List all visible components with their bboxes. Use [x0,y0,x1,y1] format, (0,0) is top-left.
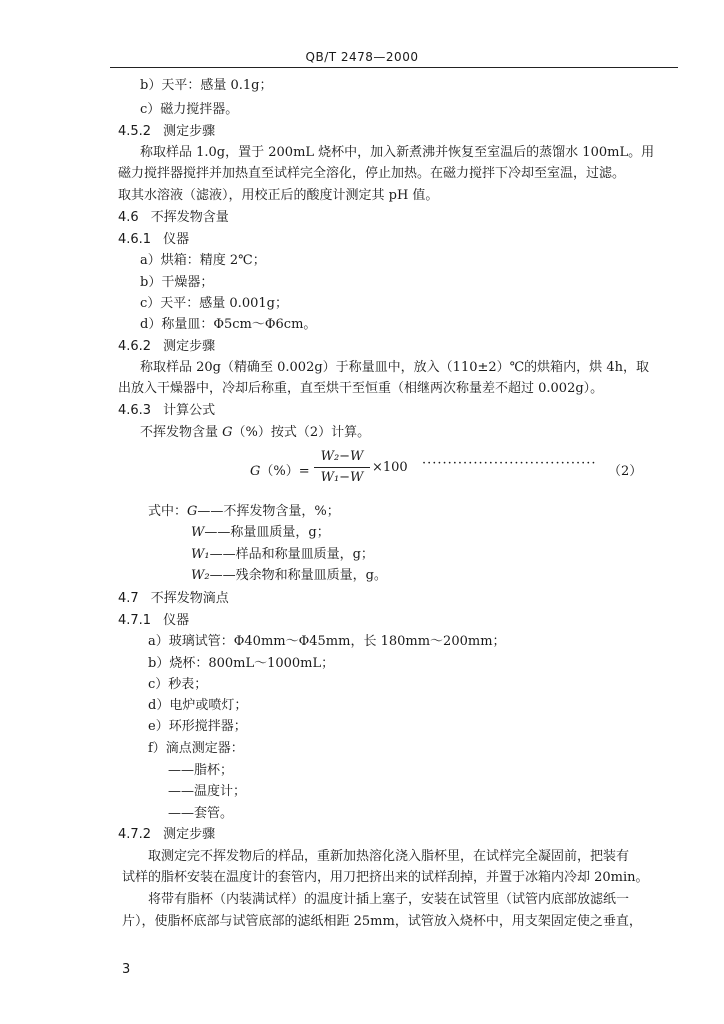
section-title: 计算公式 [163,403,216,418]
section-heading-4-7 [118,591,229,607]
text-run: 不挥发物含量 [140,425,223,440]
section-number: 4.6.1 [118,232,152,247]
list-item: b）干燥器； [140,275,214,290]
section-number: 4.6.3 [118,403,152,418]
section-title: 不挥发物含量 [150,210,229,225]
formula-fraction [314,448,370,487]
section-title: 仪器 [163,613,190,628]
paragraph-line: 称取样品 1.0g，置于 200mL 烧杯中，加入新煮沸并恢复至室温后的蒸馏水 100mL。用 [140,145,655,160]
formula-lhs [250,460,310,479]
variable-g: G [250,464,261,479]
section-title: 仪器 [163,232,190,247]
paragraph-line: 片），使脂杯底部与试管底部的滤纸相距 25mm，试管放入烧杯中，用支架固定使之垂直， [122,914,642,929]
variable-description: ——不挥发物含量，%； [197,504,340,519]
section-heading-4-6-2 [118,339,215,355]
where-clause-w1 [191,547,374,563]
where-clause-g [148,504,340,520]
section-title: 测定步骤 [163,124,216,139]
variable-description: ——样品和称量皿质量，g； [209,547,374,562]
list-item: c）天平：感量 0.001g； [140,296,288,311]
paragraph-line: 出放入干燥器中，冷却后称重，直至烘干至恒重（相继两次称量差不超过 0.002g）。 [118,381,604,396]
section-heading-4-5-2 [118,124,215,140]
section-heading-4-6-1 [118,232,189,248]
paragraph-line: 称取样品 20g（精确至 0.002g）于称量皿中，放入（110±2）℃的烘箱内，烘 4h，取 [140,360,649,375]
fraction-denominator: W₁−W [320,470,364,485]
paragraph-line: 试样的脂杯安装在温度计的套管内，用刀把挤出来的试样刮掉，并置于冰箱内冷却 20min。 [122,870,649,885]
section-number: 4.6.2 [118,339,152,354]
header-rule [110,67,678,68]
section-number: 4.6 [118,210,139,225]
formula-2 [250,448,650,488]
list-item: d）称量皿：Φ5cm～Φ6cm。 [140,317,317,332]
variable-description: ——残余物和称量皿质量，g。 [209,568,387,583]
list-item: c）磁力搅拌器。 [140,102,239,117]
list-item: f）滴点测定器： [148,741,244,756]
list-item: a）烘箱：精度 2℃； [140,253,266,268]
section-heading-4-6 [118,210,229,226]
fraction-numerator: W₂−W [320,449,364,464]
section-number: 4.7.2 [118,827,152,842]
text-run: （%）按式（2）计算。 [232,425,371,440]
sub-list-item: ——脂杯； [168,763,234,778]
section-title: 不挥发物滴点 [150,591,229,606]
paragraph-line: 取测定完不挥发物后的样品，重新加热溶化浇入脂杯里，在试样完全凝固前，把装有 [148,849,630,864]
standard-code-header: QB/T 2478—2000 [305,50,419,64]
fraction-bar [314,467,370,468]
paragraph-line [140,425,370,441]
variable-w2: W₂ [191,568,210,583]
paragraph-line: 取其水溶液（滤液），用校正后的酸度计测定其 pH 值。 [118,188,439,203]
section-title: 测定步骤 [163,827,216,842]
formula-leader-dots: ·································· [422,456,597,471]
list-item: c）秒表； [148,677,208,692]
section-heading-4-7-2 [118,827,215,843]
section-number: 4.7 [118,591,139,606]
variable-g: G [222,425,233,440]
where-clause-w2 [191,568,387,584]
variable-g: G [187,504,198,519]
where-clause-w [191,525,330,541]
formula-unit: （%）= [260,464,310,479]
list-item: d）电炉或喷灯； [148,698,248,713]
sub-list-item: ——套管。 [168,806,234,821]
variable-description: ——称量皿质量，g； [204,525,330,540]
variable-w1: W₁ [191,547,210,562]
paragraph-line: 将带有脂杯（内装满试样）的温度计插上塞子，安装在试管里（试管内底部放滤纸一 [148,892,630,907]
section-heading-4-6-3 [118,403,215,419]
formula-rhs: ×100 [372,460,408,475]
paragraph-line: 磁力搅拌器搅拌并加热直至试样完全溶化，停止加热。在磁力搅拌下冷却至室温，过滤。 [118,166,626,181]
sub-list-item: ——温度计； [168,784,247,799]
variable-w: W [191,525,205,540]
list-item: e）环形搅拌器； [148,719,247,734]
page-number: 3 [122,962,131,977]
where-intro: 式中： [148,504,188,519]
equation-number: （2） [608,464,643,479]
list-item: a）玻璃试管：Φ40mm～Φ45mm，长 180mm～200mm； [148,634,506,649]
section-heading-4-7-1 [118,613,189,629]
list-item: b）天平：感量 0.1g； [140,78,273,93]
section-number: 4.7.1 [118,613,152,628]
list-item: b）烧杯：800mL～1000mL； [148,656,335,671]
section-title: 测定步骤 [163,339,216,354]
section-number: 4.5.2 [118,124,152,139]
